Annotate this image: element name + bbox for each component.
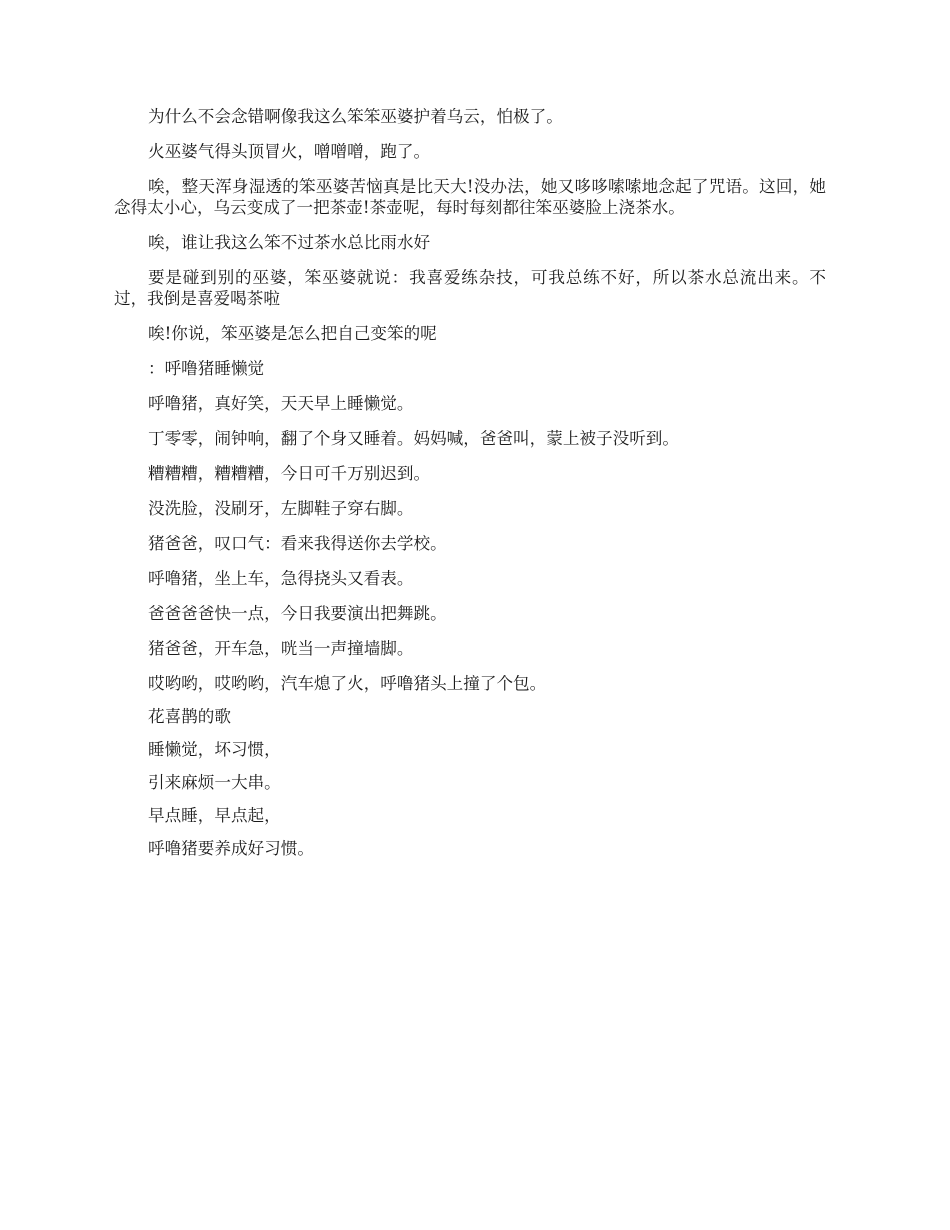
poem-line: 呼噜猪要养成好习惯。 <box>148 839 314 858</box>
paragraph: 呼噜猪，真好笑，天天早上睡懒觉。 <box>148 394 414 413</box>
paragraph: 猪爸爸，开车急，咣当一声撞墙脚。 <box>148 639 414 658</box>
paragraph: 糟糟糟，糟糟糟，今日可千万别迟到。 <box>148 464 431 483</box>
paragraph: 为什么不会念错啊像我这么笨笨巫婆护着乌云，怕极了。 <box>148 107 563 126</box>
paragraph: 哎哟哟，哎哟哟，汽车熄了火，呼噜猪头上撞了个包。 <box>148 674 547 693</box>
section-heading: 花喜鹊的歌 <box>148 707 231 726</box>
document-body <box>114 106 826 859</box>
paragraph: 唉，谁让我这么笨不过茶水总比雨水好 <box>148 233 431 252</box>
paragraph: 要是碰到别的巫婆，笨巫婆就说：我喜爱练杂技，可我总练不好，所以茶水总流出来。不过，我倒是喜爱喝茶啦 <box>114 268 826 308</box>
paragraph: 丁零零，闹钟响，翻了个身又睡着。妈妈喊，爸爸叫，蒙上被子没听到。 <box>148 429 679 448</box>
paragraph: 呼噜猪，坐上车，急得挠头又看表。 <box>148 569 414 588</box>
paragraph: 爸爸爸爸快一点，今日我要演出把舞跳。 <box>148 604 447 623</box>
section-heading: ：呼噜猪睡懒觉 <box>148 359 265 378</box>
poem-line: 早点睡，早点起， <box>148 806 281 825</box>
paragraph: 猪爸爸，叹口气：看来我得送你去学校。 <box>148 534 447 553</box>
paragraph: 火巫婆气得头顶冒火，噌噌噌，跑了。 <box>148 142 431 161</box>
poem-line: 引来麻烦一大串。 <box>148 773 281 792</box>
poem-line: 睡懒觉，坏习惯， <box>148 740 281 759</box>
paragraph: 唉!你说，笨巫婆是怎么把自己变笨的呢 <box>148 324 437 343</box>
paragraph: 没洗脸，没刷牙，左脚鞋子穿右脚。 <box>148 499 414 518</box>
paragraph: 唉，整天浑身湿透的笨巫婆苦恼真是比天大!没办法，她又哆哆嗦嗦地念起了咒语。这回，她念得太小心，乌云变成了一把茶壶!茶壶呢，每时每刻都往笨巫婆脸上浇茶水。 <box>114 177 826 217</box>
